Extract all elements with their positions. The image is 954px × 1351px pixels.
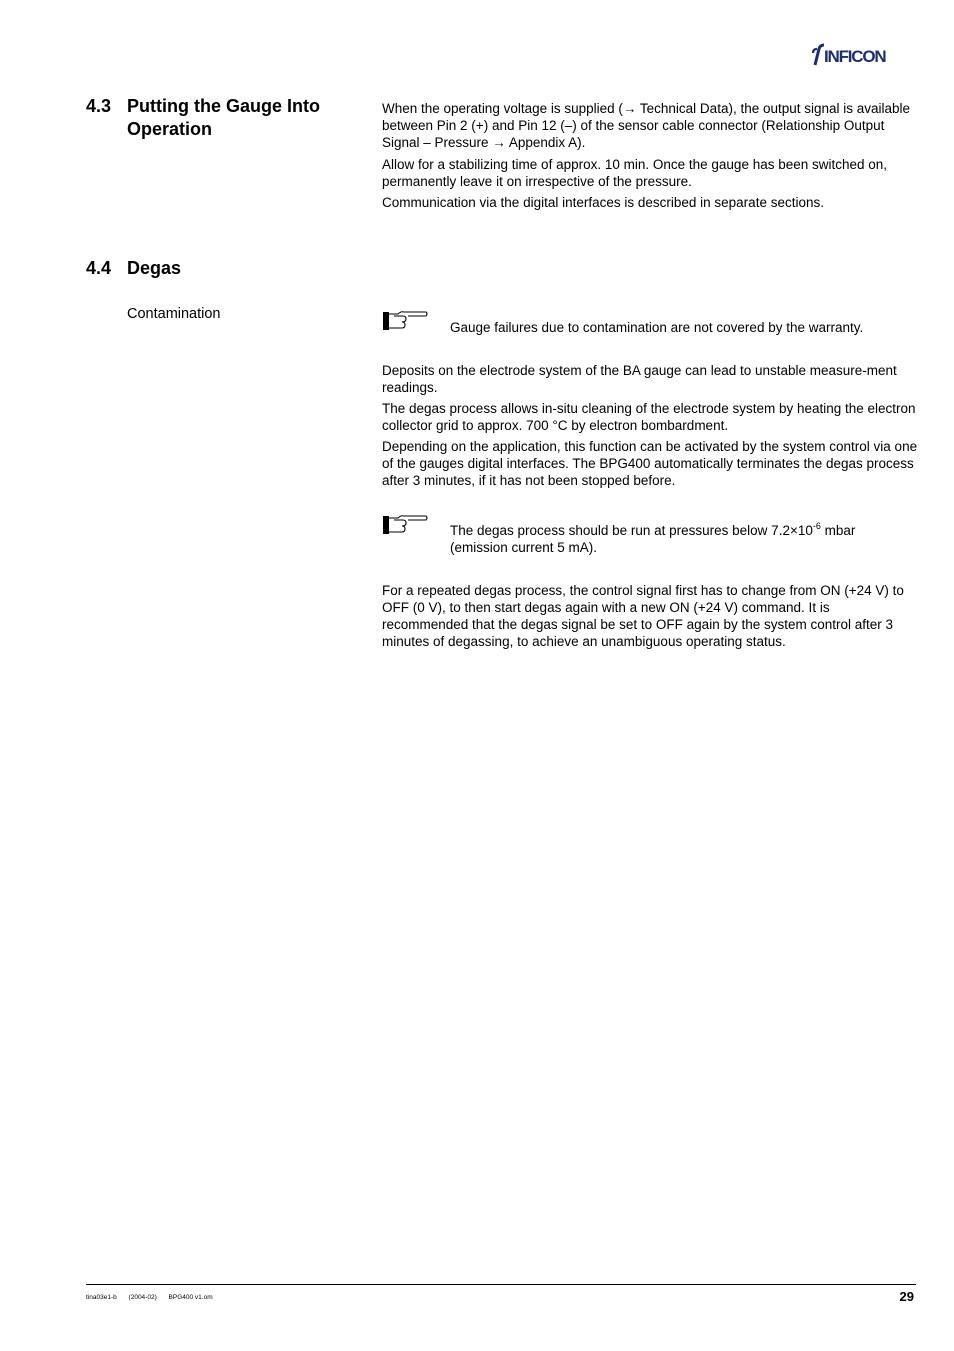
- inficon-logo: [812, 43, 916, 69]
- pointing-hand-icon: [382, 310, 428, 332]
- logo-text: INFICON: [824, 47, 886, 66]
- note-text: mbar (emission current 5 mA).: [450, 523, 856, 555]
- footer-date: (2004-02): [128, 1294, 157, 1301]
- side-label-contamination: Contamination: [127, 306, 221, 322]
- paragraph: Deposits on the electrode system of the BA gauge can lead to unstable measure-ment readings.: [382, 363, 897, 395]
- page-number: 29: [899, 1289, 914, 1304]
- paragraph: Depending on the application, this function can be activated by the system control via one of the gauges digital interfaces. The BPG400 automatically terminates the degas process after 3 minutes, if it has not been stopped before.: [382, 439, 918, 488]
- section-title: Degas: [127, 258, 182, 278]
- note-degas-pressure: [450, 522, 890, 556]
- footer-doc-id: tina03e1-b: [86, 1294, 117, 1301]
- paragraph: The degas process allows in-situ cleaning of the electrode system by heating the electron collector grid to approx. 700 °C by electron bombardment.: [382, 401, 916, 433]
- note-text: The degas process should be run at pressures below 7.2×10: [450, 523, 813, 538]
- section-title-line1: Putting the Gauge Into: [127, 96, 320, 116]
- section-4-3-heading: [86, 95, 346, 141]
- pointing-hand-icon: [382, 514, 428, 536]
- paragraph: For a repeated degas process, the control signal first has to change from ON (+24 V) to OFF (0 V), to then start degas again with a new ON (+24 V) command. It is recommended that the degas signal be set to OFF again by the system control after 3 minutes of degassing, to achieve an unambiguous operating status.: [382, 583, 904, 649]
- section-number: 4.3: [86, 96, 112, 116]
- paragraph: Communication via the digital interfaces is described in separate sections.: [382, 195, 824, 210]
- exponent: -6: [812, 521, 821, 531]
- section-4-4-heading: [86, 257, 286, 280]
- section-number: 4.4: [86, 258, 112, 278]
- paragraph: When the operating voltage is supplied (→ Technical Data), the output signal is available between Pin 2 (+) and Pin 12 (–) of the sensor cable connector (Relationship Output Signal – Pressure → Appendix A).: [382, 101, 911, 150]
- section-title-line2: Operation: [127, 119, 213, 139]
- footer-file: BPG400 v1.om: [168, 1294, 213, 1301]
- footer-doc-info: [86, 1294, 223, 1301]
- paragraph: Allow for a stabilizing time of approx. 10 min. Once the gauge has been switched on, permanently leave it on irrespective of the pressure.: [382, 157, 888, 189]
- note-warranty: Gauge failures due to contamination are not covered by the warranty.: [450, 320, 864, 335]
- footer-divider: [86, 1284, 916, 1285]
